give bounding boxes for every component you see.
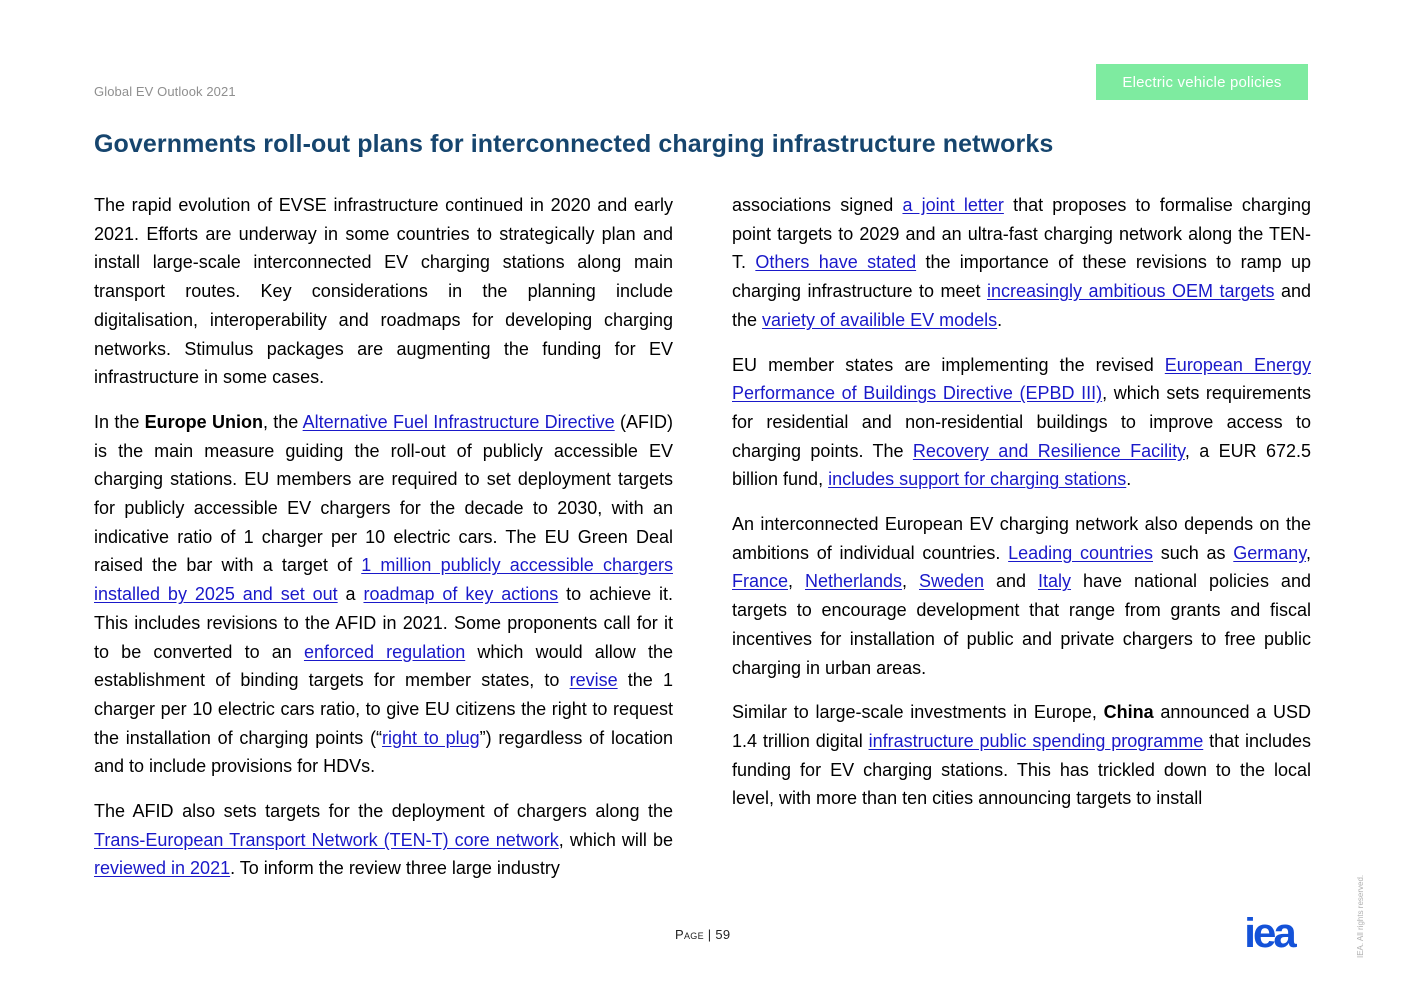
link-support-charging-stations[interactable]: includes support for charging stations <box>828 469 1127 490</box>
link-1-million-chargers[interactable]: 1 million publicly accessible chargers installed by 2025 and set out <box>94 555 673 605</box>
left-column <box>94 191 673 899</box>
link-afid[interactable]: Alternative Fuel Infrastructure Directive <box>302 411 615 432</box>
europe-union-label: Europe Union <box>144 411 263 432</box>
link-roadmap-key-actions[interactable]: roadmap of key actions <box>363 584 559 605</box>
link-oem-targets[interactable]: increasingly ambitious OEM targets <box>986 281 1275 302</box>
paragraph-joint-letter: associations signed a joint letter that proposes to formalise charging point targets to 2029 and an ultra-fast charging network along the TEN-T. Others have stated the importance of these revisions to ramp up charging infrastructure to meet increasingly ambitious OEM targets and the variety of availible EV models. <box>732 195 1311 330</box>
right-column <box>732 191 1311 829</box>
svg-text:iea: iea <box>1244 917 1294 951</box>
link-netherlands[interactable]: Netherlands <box>804 571 903 592</box>
china-label: China <box>1103 702 1154 723</box>
page-footer <box>675 927 730 942</box>
link-leading-countries[interactable]: Leading countries <box>1008 542 1153 563</box>
rights-notice: IEA. All rights reserved. <box>1356 874 1365 958</box>
page-label: Page <box>675 927 704 942</box>
page-title: Governments roll-out plans for interconnected charging infrastructure networks <box>94 130 1054 158</box>
link-revise[interactable]: revise <box>569 670 618 691</box>
section-tag: Electric vehicle policies <box>1096 64 1308 100</box>
document-title: Global EV Outlook 2021 <box>94 84 236 99</box>
link-enforced-regulation[interactable]: enforced regulation <box>303 641 466 662</box>
page-number: 59 <box>715 927 731 942</box>
link-infrastructure-spending-programme[interactable]: infrastructure public spending programme <box>868 730 1204 751</box>
iea-logo-icon <box>1229 917 1309 951</box>
link-france[interactable]: France <box>732 571 789 592</box>
page-separator: | <box>703 927 716 942</box>
link-ev-models[interactable]: variety of availible EV models <box>762 309 998 330</box>
link-others-have-stated[interactable]: Others have stated <box>755 252 917 273</box>
link-sweden[interactable]: Sweden <box>919 571 985 592</box>
paragraph-afid-targets: The AFID also sets targets for the deployment of chargers along the Trans-European Transport Network (TEN-T) core network, which will be reviewed in 2021. To inform the review three large industry <box>94 801 673 879</box>
link-germany[interactable]: Germany <box>1233 542 1306 563</box>
link-reviewed-in-2021[interactable]: reviewed in 2021 <box>94 858 231 879</box>
link-epbd[interactable]: European Energy Performance of Buildings Directive (EPBD III) <box>732 354 1311 404</box>
link-recovery-resilience-facility[interactable]: Recovery and Resilience Facility <box>912 440 1185 461</box>
paragraph-epbd: EU member states are implementing the revised European Energy Performance of Buildings Directive (EPBD III), which sets requirements for residential and non-residential buildings to improve access to charging points. The Recovery and Resilience Facility, a EUR 672.5 billion fund, includes support for charging stations. <box>732 354 1311 490</box>
link-joint-letter[interactable]: a joint letter <box>902 195 1004 215</box>
link-ten-t-core-network[interactable]: Trans-European Transport Network (TEN-T) core network <box>94 829 559 850</box>
paragraph-china: Similar to large-scale investments in Europe, China announced a USD 1.4 trillion digital infrastructure public spending programme that includes funding for EV charging stations. This has trickled down to the local level, with more than ten cities announcing targets to install <box>732 702 1311 809</box>
link-italy[interactable]: Italy <box>1038 571 1072 592</box>
paragraph-europe-afid: In the Europe Union, the Alternative Fuel Infrastructure Directive (AFID) is the main measure guiding the roll-out of publicly accessible EV charging stations. EU members are required to set deployment targets for publicly accessible EV chargers for the decade to 2030, with an indicative ratio of 1 charger per 10 electric cars. The EU Green Deal raised the bar with a target of 1 million publicly accessible chargers installed by 2025 and set out a roadmap of key actions to achieve it. This includes revisions to the AFID in 2021. Some proponents call for it to be converted to an enforced regulation which would allow the establishment of binding targets for member states, to revise the 1 charger per 10 electric cars ratio, to give EU citizens the right to request the installation of charging points (“right to plug”) regardless of location and to include provisions for HDVs. <box>94 411 674 777</box>
paragraph-evse-evolution: The rapid evolution of EVSE infrastructure continued in 2020 and early 2021. Efforts are underway in some countries to strategically plan and install large-scale interconnected EV charging stations along main transport routes. Key considerations in the planning include digitalisation, interoperability and roadmaps for developing charging networks. Stimulus packages are augmenting the funding for EV infrastructure in some cases. <box>94 195 673 388</box>
paragraph-european-network: An interconnected European EV charging network also depends on the ambitions of individual countries. Leading countries such as Germany, France, Netherlands, Sweden and Italy have national policies and targets to encourage development that range from grants and fiscal incentives for installation of public and private chargers to free public charging in urban areas. <box>732 514 1311 678</box>
link-right-to-plug[interactable]: right to plug <box>382 727 480 748</box>
